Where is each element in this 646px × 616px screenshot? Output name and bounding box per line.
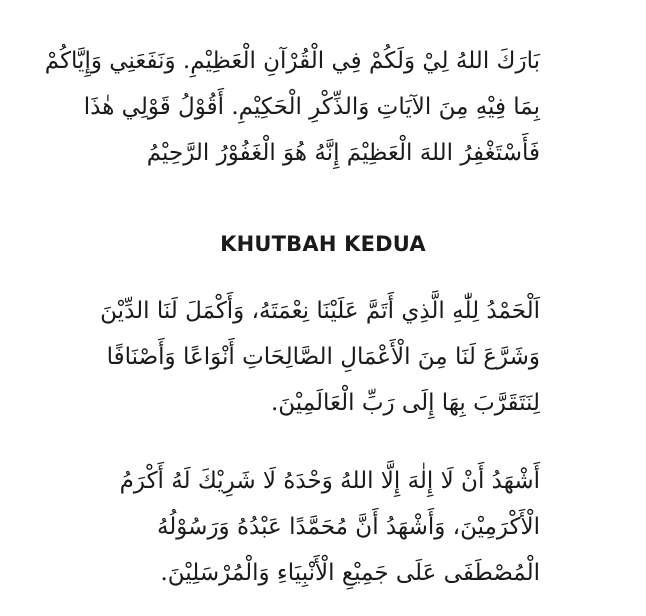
testimony-line-2: الْأَكْرَمِيْنَ، وَأَشْهَدُ أَنَّ مُحَمَّدًا عَبْدُهُ وَرَسُوْلُهُ [156, 514, 540, 540]
closing-prayer-paragraph [44, 38, 540, 176]
closing-prayer-line-1: بَارَكَ اللهُ لِيْ وَلَكُمْ فِي الْقُرْآنِ الْعَظِيْمِ. وَنَفَعَنِي وَإِيَّاكُمْ [44, 48, 540, 74]
praise-paragraph [100, 288, 540, 426]
closing-prayer-line-3: فَأَسْتَغْفِرُ اللهَ الْعَظِيْمَ إِنَّهُ هُوَ الْغَفُوْرُ الرَّحِيْمُ [146, 140, 540, 166]
praise-line-1: اَلْحَمْدُ لِلّٰهِ الَّذِي أَتَمَّ عَلَيْنَا نِعْمَتَهُ، وَأَكْمَلَ لَنَا الدِّيْنَ [100, 298, 540, 324]
testimony-line-3: الْمُصْطَفَى عَلَى جَمِيْعِ الْأَنْبِيَاءِ وَالْمُرْسَلِيْنَ. [160, 560, 540, 586]
testimony-line-1: أَشْهَدُ أَنْ لَا إِلٰهَ إِلَّا اللهُ وَحْدَهُ لَا شَرِيْكَ لَهُ أَكْرَمُ [119, 468, 540, 494]
praise-line-2: وَشَرَّعَ لَنَا مِنَ الْأَعْمَالِ الصَّالِحَاتِ أَنْوَاعًا وَأَصْنَافًا [106, 344, 540, 370]
praise-line-3: لِنَتَقَرَّبَ بِهَا إِلَى رَبِّ الْعَالَمِيْنَ. [270, 390, 540, 416]
testimony-paragraph [108, 458, 540, 596]
closing-prayer-line-2: بِمَا فِيْهِ مِنَ الآيَاتِ وَالذِّكْرِ الْحَكِيْمِ. أَقُوْلُ قَوْلِي هٰذَا [83, 94, 540, 120]
section-heading: KHUTBAH KEDUA [220, 232, 426, 256]
